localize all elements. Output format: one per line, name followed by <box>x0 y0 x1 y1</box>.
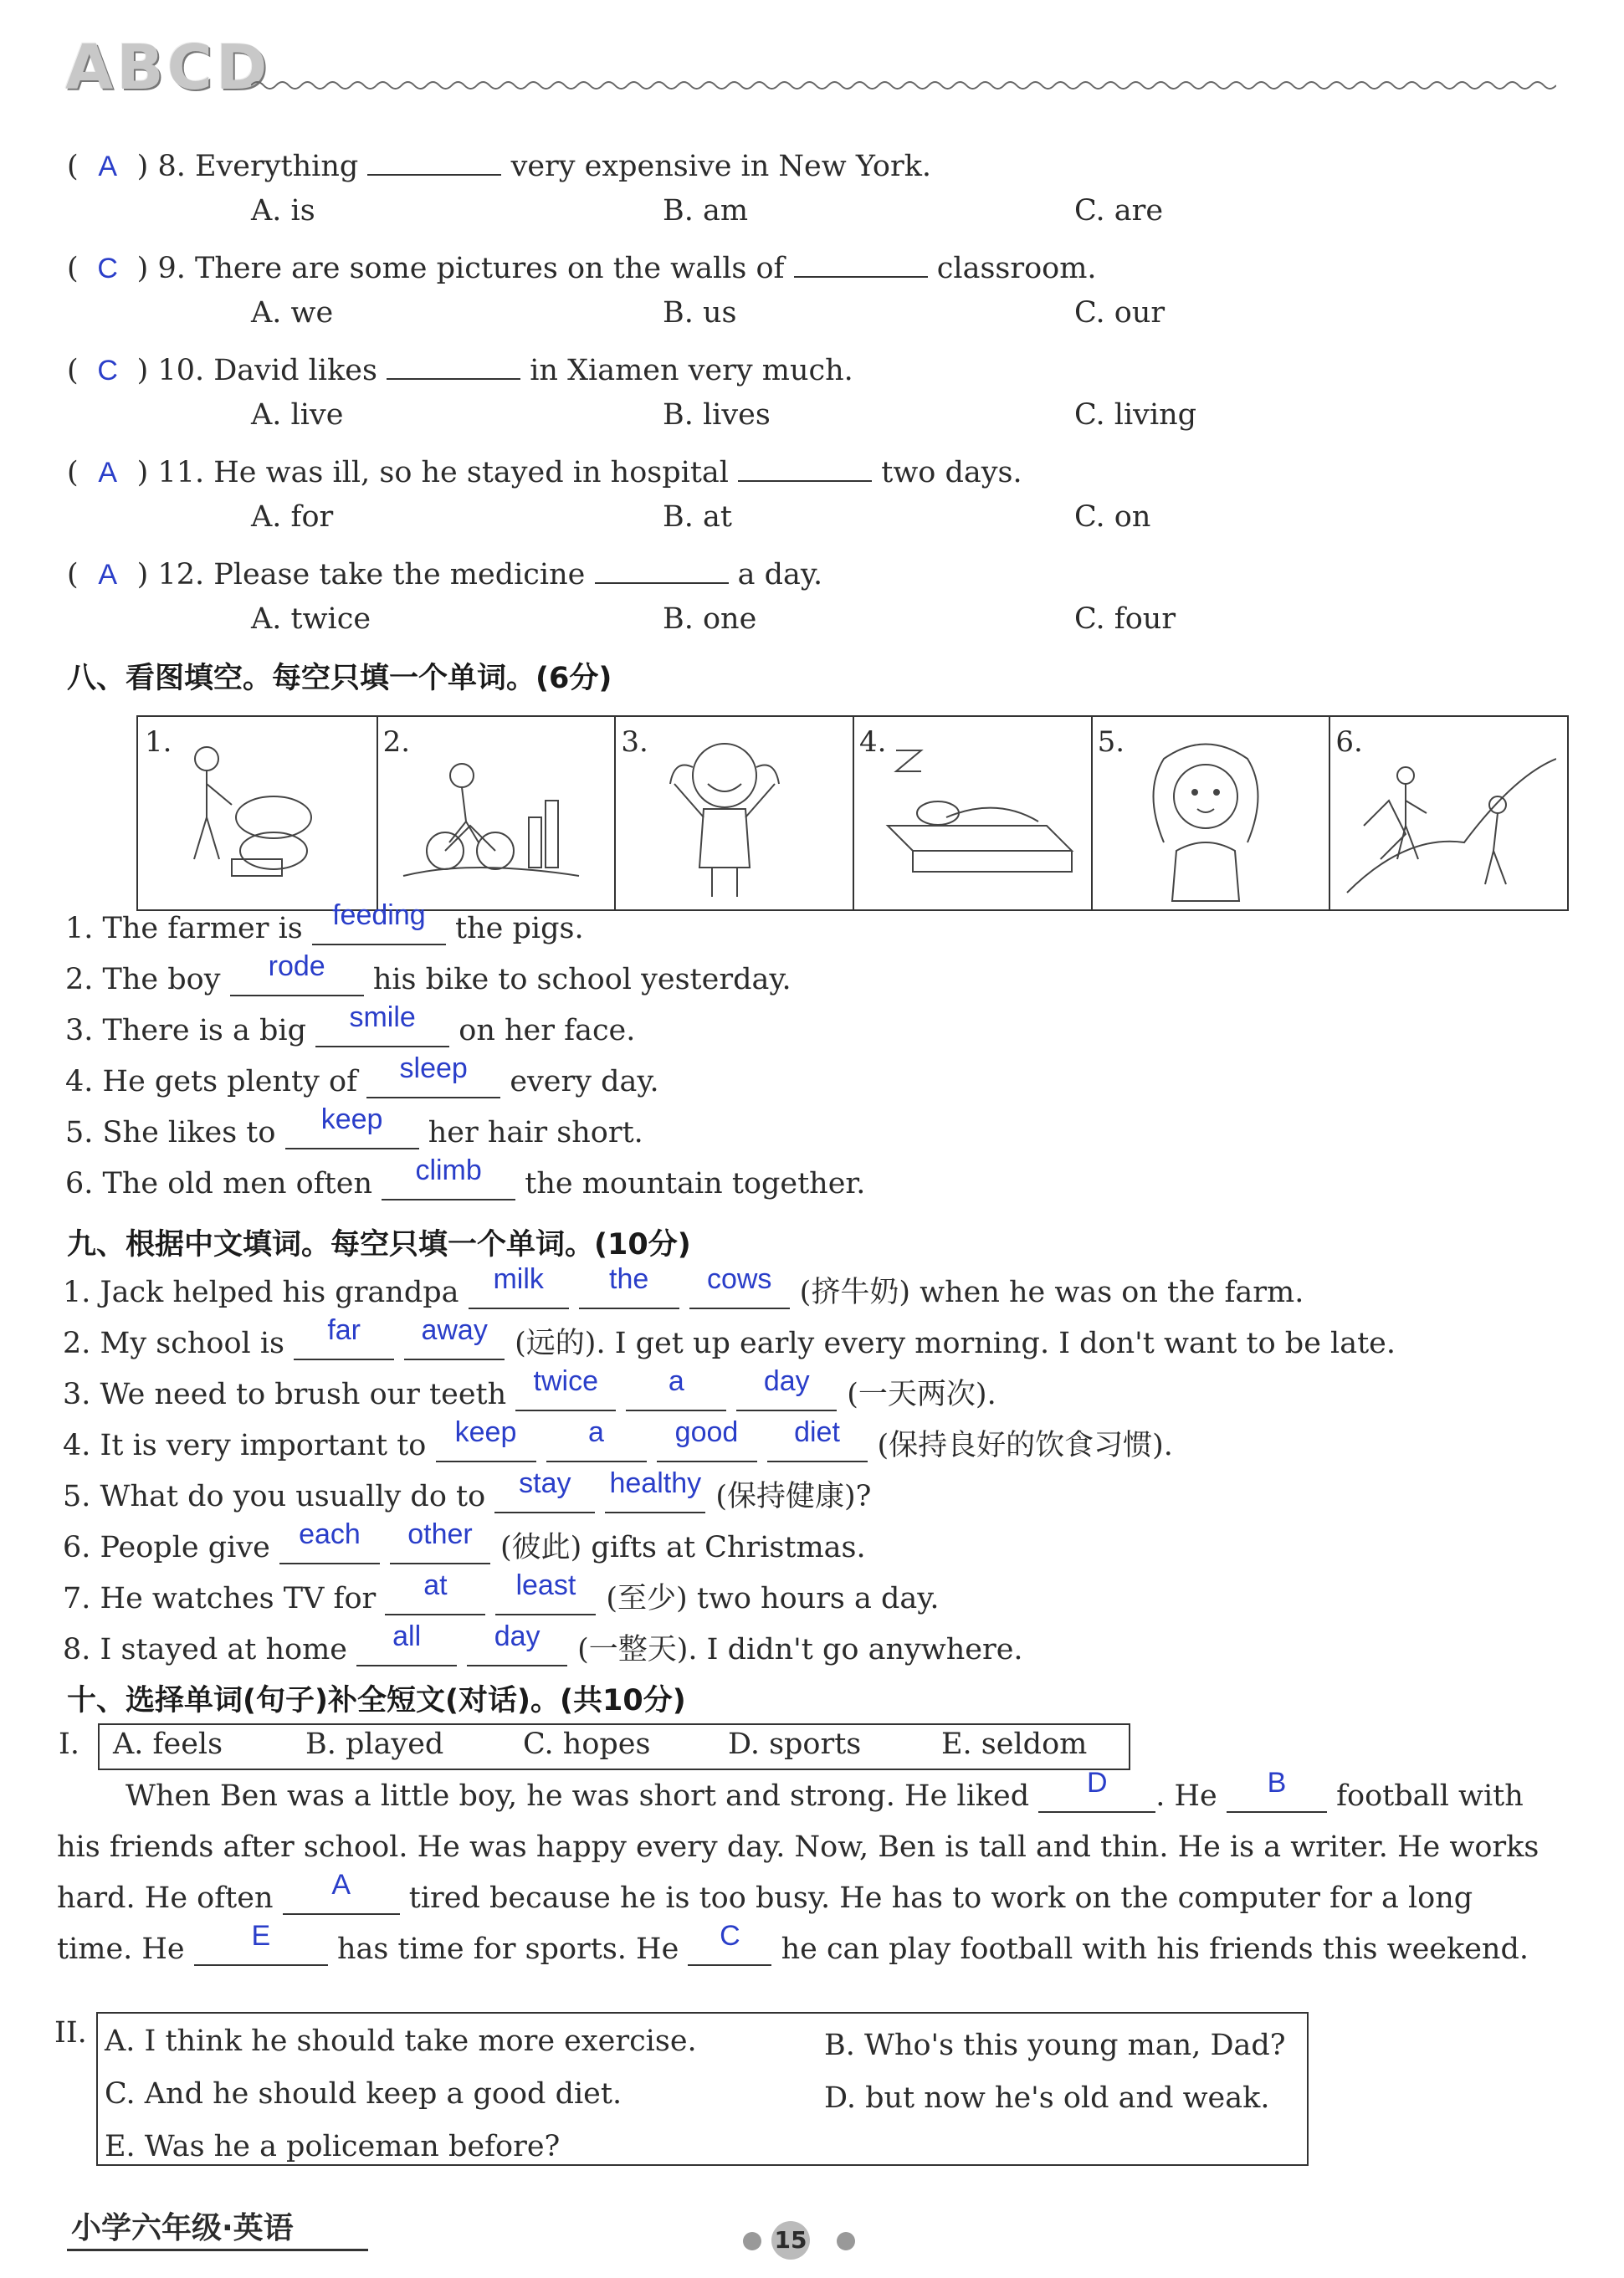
item-number: 3. <box>65 1014 94 1047</box>
fill-in-item <box>65 1001 636 1047</box>
item-text-before: What do you usually do to <box>100 1480 486 1513</box>
passage-line-3: hard. He often A tired because he is too busy. He has to work on the computer for a long <box>57 1869 1473 1915</box>
fill-answer[interactable]: a <box>668 1365 684 1397</box>
item-text-before: She likes to <box>102 1116 276 1149</box>
answer-blank <box>387 346 520 380</box>
item-text-after: (至少) two hours a day. <box>606 1582 940 1615</box>
picture-number: 5. <box>1097 725 1125 759</box>
fill-in-item <box>65 950 792 996</box>
picture-number: 4. <box>859 725 887 759</box>
fill-answer[interactable]: rode <box>268 950 325 982</box>
fill-answer[interactable]: feeding <box>332 899 426 931</box>
item-number: 4. <box>65 1065 94 1098</box>
item-text-before: People give <box>100 1531 270 1564</box>
picture-strip <box>136 715 1569 911</box>
picture-cell-4 <box>853 717 1093 909</box>
mcq-answer[interactable]: C <box>97 253 118 284</box>
picture-cell-5 <box>1091 717 1331 909</box>
item-text-before: He gets plenty of <box>102 1065 358 1098</box>
item-text-before: He watches TV for <box>100 1582 377 1615</box>
fill-answer[interactable]: milk <box>493 1263 544 1295</box>
item-text-after: his bike to school yesterday. <box>372 963 792 996</box>
section8-title: 八、看图填空。每空只填一个单词。(6分) <box>67 662 612 695</box>
header-logo: ABCD <box>65 32 271 104</box>
translation-item <box>63 1518 866 1566</box>
picture-cell-6 <box>1329 717 1567 909</box>
fill-answer[interactable]: healthy <box>609 1467 702 1499</box>
mcq-option-c[interactable]: C. four <box>1074 602 1176 636</box>
question-number: 12. <box>157 558 205 591</box>
footer-grade-label: 小学六年级·英语 <box>71 2211 294 2245</box>
picture-number: 1. <box>145 725 172 759</box>
translation-item <box>63 1569 940 1617</box>
mcq-answer[interactable]: A <box>98 457 117 489</box>
sentence-option[interactable]: E. Was he a policeman before? <box>105 2130 561 2163</box>
mcq-option-c[interactable]: C. on <box>1074 500 1151 534</box>
mcq-answer[interactable]: A <box>98 559 117 591</box>
item-text-before: There is a big <box>102 1014 306 1047</box>
translation-item <box>63 1314 1396 1362</box>
sentence-option[interactable]: B. Who's this young man, Dad? <box>824 2029 1286 2062</box>
translation-item <box>63 1467 872 1515</box>
question-number: 9. <box>157 252 186 285</box>
fill-answer[interactable]: diet <box>794 1416 840 1448</box>
picture-cell-2 <box>377 717 617 909</box>
question-number: 11. <box>157 456 205 489</box>
mcq-option-a[interactable]: A. for <box>251 500 334 534</box>
fill-answer[interactable]: a <box>588 1416 604 1448</box>
item-text-after: (挤牛奶) when he was on the farm. <box>799 1276 1304 1309</box>
fill-in-item <box>65 899 584 945</box>
illustration-icon <box>1101 725 1319 905</box>
sentence-option[interactable]: C. And he should keep a good diet. <box>105 2077 622 2111</box>
footer-underline <box>67 2249 368 2251</box>
item-text-before: My school is <box>100 1327 285 1360</box>
question-text-after: very expensive in New York. <box>510 150 932 183</box>
fill-answer[interactable]: keep <box>454 1416 517 1448</box>
translation-item <box>63 1263 1304 1311</box>
item-text-after: (彼此) gifts at Christmas. <box>499 1531 866 1564</box>
word-option[interactable]: E. seldom <box>941 1728 1088 1761</box>
question-text-after: classroom. <box>936 252 1097 285</box>
item-text-after: on her face. <box>459 1014 636 1047</box>
item-number: 2. <box>63 1327 91 1360</box>
item-text-after: (一整天). I didn't go anywhere. <box>577 1633 1023 1666</box>
item-text-after: (保持良好的饮食习惯). <box>877 1429 1173 1462</box>
fill-answer[interactable]: twice <box>533 1365 599 1397</box>
item-text-before: It is very important to <box>100 1429 427 1462</box>
item-text-after: every day. <box>510 1065 659 1098</box>
item-number: 2. <box>65 963 94 996</box>
fill-answer[interactable]: the <box>609 1263 649 1295</box>
fill-answer[interactable]: least <box>515 1569 576 1601</box>
word-option[interactable]: A. feels <box>113 1728 223 1761</box>
mcq-question-row: ( C ) 9. There are some pictures on the walls of classroom. <box>67 244 1097 285</box>
mcq-option-b[interactable]: B. us <box>663 296 737 330</box>
picture-number: 3. <box>621 725 648 759</box>
part1-label: I. <box>59 1728 79 1761</box>
word-option[interactable]: D. sports <box>728 1728 862 1761</box>
question-text-before: David likes <box>213 354 377 387</box>
mcq-question-row: ( C ) 10. David likes in Xiamen very much. <box>67 346 853 387</box>
mcq-option-a[interactable]: A. we <box>251 296 334 330</box>
fill-in-item <box>65 1052 659 1098</box>
passage-line-1: When Ben was a little boy, he was short and strong. He liked D . He B football with <box>126 1767 1524 1813</box>
passage-line-4: time. He E has time for sports. He C he can play football with his friends this weekend. <box>57 1920 1529 1966</box>
question-number: 8. <box>157 150 186 183</box>
item-number: 4. <box>63 1429 91 1462</box>
answer-blank <box>595 550 729 584</box>
fill-answer[interactable]: sleep <box>399 1052 468 1084</box>
item-number: 8. <box>63 1633 91 1666</box>
mcq-option-c[interactable]: C. are <box>1074 194 1164 228</box>
passage-answer-5[interactable]: C <box>720 1920 740 1952</box>
fill-answer[interactable]: each <box>299 1518 361 1550</box>
fill-answer[interactable]: other <box>407 1518 473 1550</box>
section9-title: 九、根据中文填词。每空只填一个单词。(10分) <box>67 1228 691 1262</box>
question-text-before: He was ill, so he stayed in hospital <box>213 456 729 489</box>
mcq-option-a[interactable]: A. twice <box>251 602 371 636</box>
passage-answer-3[interactable]: A <box>331 1869 351 1901</box>
translation-item <box>63 1365 996 1413</box>
fill-answer[interactable]: stay <box>519 1467 571 1499</box>
word-option[interactable]: B. played <box>305 1728 444 1761</box>
fill-answer[interactable]: climb <box>415 1154 482 1186</box>
illustration-icon <box>624 725 842 905</box>
item-text-after: her hair short. <box>428 1116 643 1149</box>
question-text-before: Everything <box>194 150 359 183</box>
item-number: 6. <box>65 1167 94 1200</box>
mcq-option-a[interactable]: A. is <box>251 194 315 228</box>
item-number: 7. <box>63 1582 91 1615</box>
translation-item <box>63 1416 1173 1464</box>
illustration-icon <box>148 725 366 905</box>
item-number: 3. <box>63 1378 91 1411</box>
item-number: 1. <box>65 912 94 945</box>
item-text-before: The old men often <box>102 1167 372 1200</box>
question-text-after: a day. <box>737 558 823 591</box>
page-number-dot-right <box>837 2232 855 2250</box>
mcq-answer[interactable]: A <box>98 151 117 182</box>
mcq-option-c[interactable]: C. living <box>1074 398 1197 432</box>
item-text-after: the pigs. <box>455 912 584 945</box>
mcq-question-row: ( A ) 11. He was ill, so he stayed in hospital two days. <box>67 448 1022 489</box>
fill-in-item <box>65 1103 643 1149</box>
fill-answer[interactable]: at <box>423 1569 448 1601</box>
translation-item <box>63 1620 1023 1668</box>
fill-answer[interactable]: smile <box>349 1001 416 1033</box>
passage-answer-2[interactable]: B <box>1267 1767 1287 1799</box>
part2-label: II. <box>54 2016 87 2050</box>
mcq-option-b[interactable]: B. at <box>663 500 732 534</box>
fill-answer[interactable]: keep <box>320 1103 383 1135</box>
item-number: 1. <box>63 1276 91 1309</box>
picture-number: 2. <box>382 725 411 759</box>
item-number: 5. <box>65 1116 94 1149</box>
picture-cell-1 <box>138 717 378 909</box>
illustration-icon <box>863 725 1080 905</box>
page-number-dot-left <box>743 2232 761 2250</box>
answer-blank <box>794 244 928 278</box>
fill-answer[interactable]: day <box>763 1365 810 1397</box>
item-text-before: We need to brush our teeth <box>100 1378 507 1411</box>
item-text-after: (远的). I get up early every morning. I don't want to be late. <box>515 1327 1396 1360</box>
word-option[interactable]: C. hopes <box>523 1728 651 1761</box>
mcq-question-row: ( A ) 12. Please take the medicine a day. <box>67 550 822 591</box>
sentence-option[interactable]: D. but now he's old and weak. <box>824 2081 1270 2115</box>
mcq-option-b[interactable]: B. lives <box>663 398 771 432</box>
illustration-icon <box>387 725 604 905</box>
picture-cell-3 <box>614 717 854 909</box>
fill-answer[interactable]: cows <box>706 1263 772 1295</box>
illustration-icon <box>1339 725 1556 905</box>
passage-answer-4[interactable]: E <box>251 1920 271 1952</box>
fill-in-item <box>65 1154 866 1200</box>
question-text-after: in Xiamen very much. <box>530 354 853 387</box>
mcq-option-b[interactable]: B. am <box>663 194 749 228</box>
item-text-before: Jack helped his grandpa <box>100 1276 459 1309</box>
item-number: 5. <box>63 1480 91 1513</box>
passage-line-2: his friends after school. He was happy every day. Now, Ben is tall and thin. He is a writer. He works <box>57 1830 1539 1864</box>
item-text-before: I stayed at home <box>100 1633 347 1666</box>
fill-answer[interactable]: far <box>327 1314 361 1346</box>
mcq-question-row: ( A ) 8. Everything very expensive in New York. <box>67 142 931 183</box>
item-text-after: (一天两次). <box>847 1378 996 1411</box>
fill-answer[interactable]: all <box>392 1620 422 1652</box>
picture-number: 6. <box>1335 725 1363 759</box>
question-text-after: two days. <box>881 456 1022 489</box>
passage-answer-1[interactable]: D <box>1087 1767 1108 1799</box>
item-number: 6. <box>63 1531 91 1564</box>
item-text-after: the mountain together. <box>525 1167 866 1200</box>
page-number: 15 <box>771 2221 810 2260</box>
fill-answer[interactable]: away <box>421 1314 488 1346</box>
item-text-before: The farmer is <box>102 912 303 945</box>
answer-blank <box>738 448 872 482</box>
question-number: 10. <box>157 354 205 387</box>
mcq-answer[interactable]: C <box>97 355 118 386</box>
fill-answer[interactable]: day <box>494 1620 540 1652</box>
fill-answer[interactable]: good <box>674 1416 739 1448</box>
sentence-option[interactable]: A. I think he should take more exercise. <box>105 2025 697 2058</box>
section10-title: 十、选择单词(句子)补全短文(对话)。(共10分) <box>67 1684 686 1717</box>
item-text-before: The boy <box>102 963 221 996</box>
mcq-option-c[interactable]: C. our <box>1074 296 1165 330</box>
question-text-before: There are some pictures on the walls of <box>194 252 785 285</box>
item-text-after: (保持健康)? <box>715 1480 872 1513</box>
mcq-option-a[interactable]: A. live <box>251 398 344 432</box>
question-text-before: Please take the medicine <box>213 558 586 591</box>
answer-blank <box>367 142 501 176</box>
header-wave-divider <box>251 77 1556 94</box>
mcq-option-b[interactable]: B. one <box>663 602 757 636</box>
